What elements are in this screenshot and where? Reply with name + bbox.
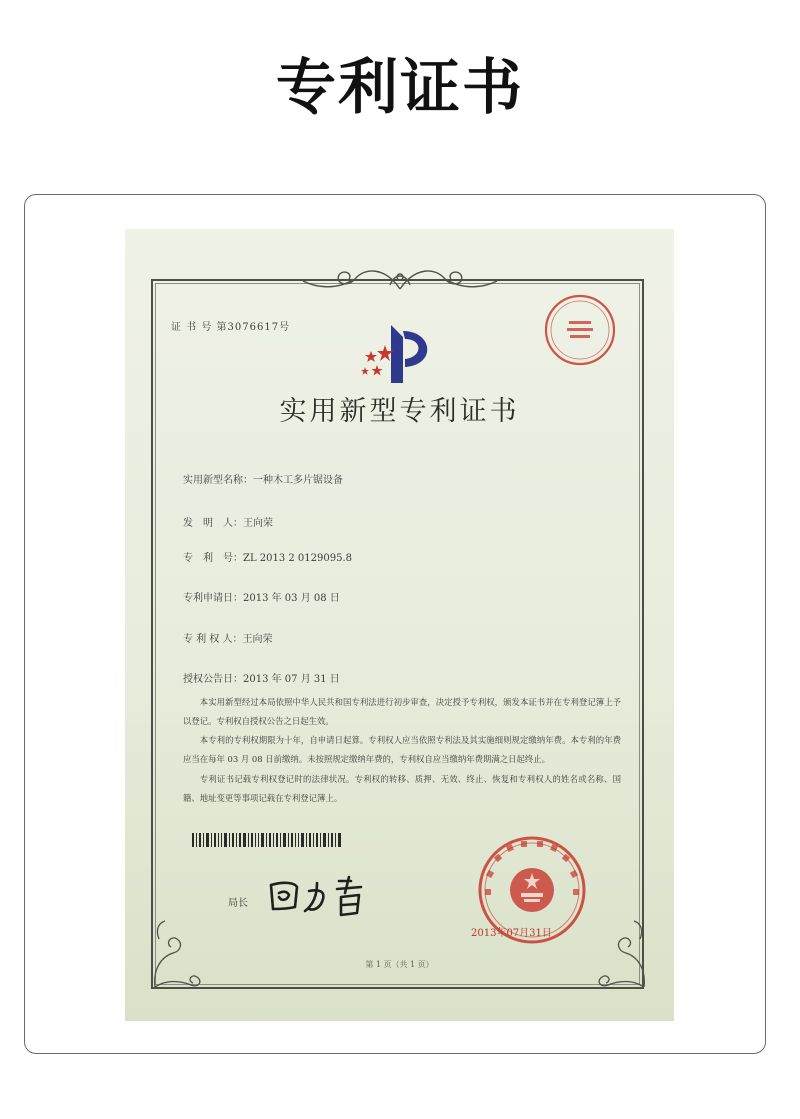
seal-date: 2013年07月31日 xyxy=(471,928,552,939)
grant-announcement-date: 授权公告日：2013 年 07 月 31 日 xyxy=(183,674,340,685)
patent-number: 专 利 号：ZL 2013 2 0129095.8 xyxy=(183,553,353,564)
utility-model-name: 实用新型名称：一种木工多片锯设备 xyxy=(183,475,343,486)
director-label: 局长 xyxy=(228,898,248,909)
certificate-paragraph: 本实用新型经过本局依照中华人民共和国专利法进行初步审查，决定授予专利权，颁发本证书并在专利登记簿上予以登记。专利权自授权公告之日起生效。 xyxy=(183,697,621,726)
patentee: 专 利 权 人：王向荣 xyxy=(183,634,273,645)
inventor: 发 明 人：王向荣 xyxy=(183,518,273,529)
red-seal-icon xyxy=(543,293,617,367)
corner-ornament-right-icon xyxy=(592,919,652,989)
corner-ornament-left-icon xyxy=(147,919,207,989)
top-ornament-icon xyxy=(295,261,505,295)
barcode-icon xyxy=(192,833,342,847)
certificate-paragraph: 本专利的专利权期限为十年，自申请日起算。专利权人应当依照专利法及其实施细则规定缴纳年费。本专利的年费应当在每年 03 月 08 日前缴纳。未按照规定缴纳年费的，专利权自应当缴纳年费期满之日起终止。 xyxy=(183,735,621,764)
application-date: 专利申请日：2013 年 03 月 08 日 xyxy=(183,593,340,604)
signature-icon xyxy=(265,869,385,919)
page-title: 专利证书 xyxy=(276,53,524,123)
certificate-image xyxy=(125,229,674,1021)
patent-office-logo-icon xyxy=(351,321,441,387)
certificate-number: 证 书 号 第3076617号 xyxy=(171,322,291,333)
certificate-page-number: 第 1 页（共 1 页） xyxy=(365,960,434,969)
certificate-heading: 实用新型专利证书 xyxy=(279,396,520,427)
certificate-paragraph: 专利证书记载专利权登记时的法律状况。专利权的转移、质押、无效、终止、恢复和专利权人的姓名或名称、国籍、地址变更等事项记载在专利登记簿上。 xyxy=(183,774,621,803)
